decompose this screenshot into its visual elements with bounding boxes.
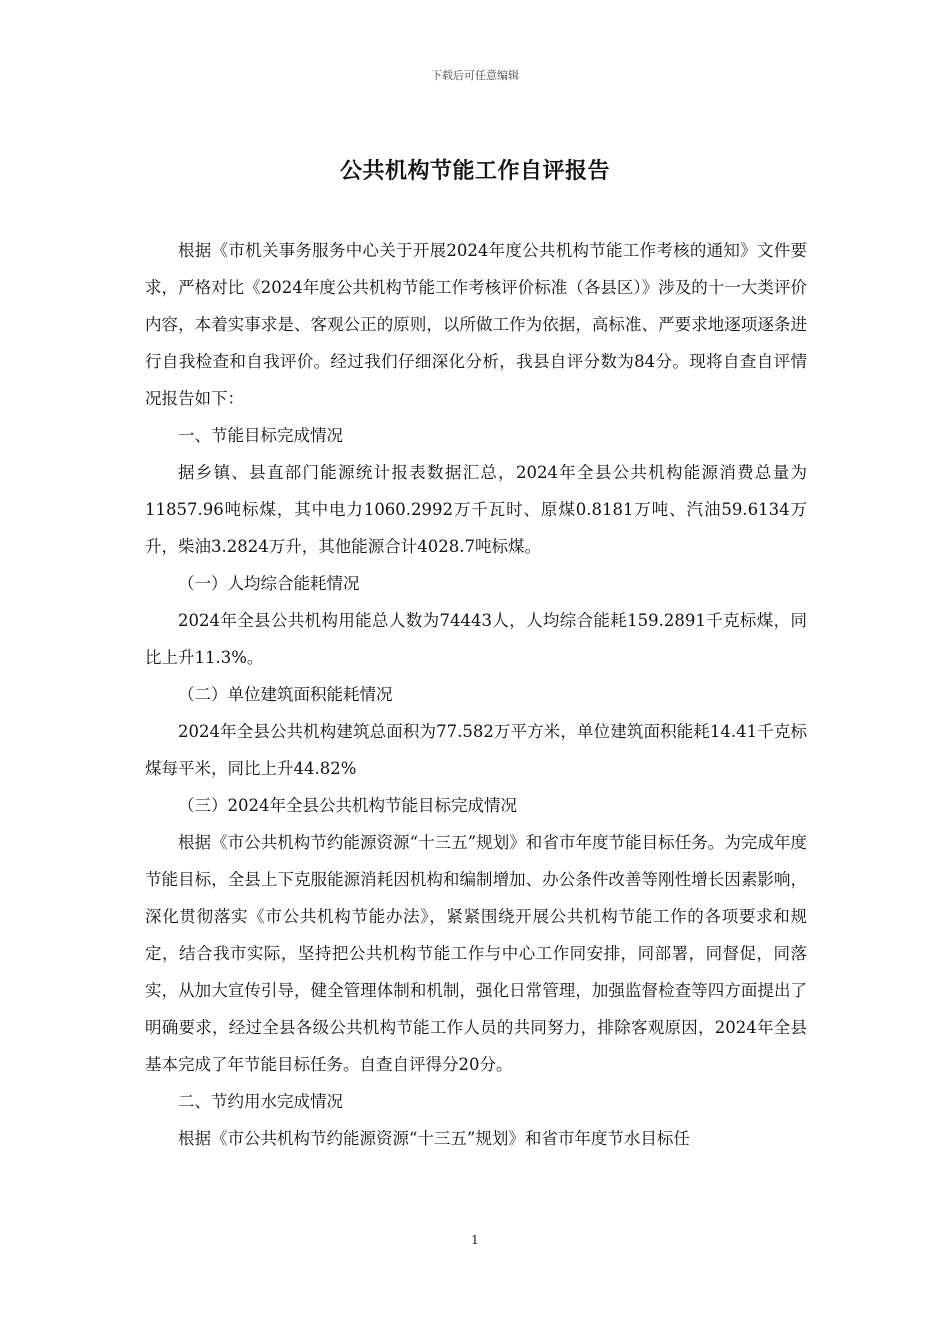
page-header-note: 下载后可任意编辑 [431, 69, 519, 82]
section-heading-2: 二、节约用水完成情况 [178, 1092, 343, 1111]
subsection-heading-1: （一）人均综合能耗情况 [178, 574, 360, 593]
paragraph-energy-total: 据乡镇、县直部门能源统计报表数据汇总，2024年全县公共机构能源消费总量为11857.96吨标煤，其中电力1060.2992万千瓦时、原煤0.8181万吨、汽油59.6134万升，柴油3.2824万升，其他能源合计4028.7吨标煤。 [145, 463, 807, 556]
paragraph-intro: 根据《市机关事务服务中心关于开展2024年度公共机构节能工作考核的通知》文件要求，严格对比《2024年度公共机构节能工作考核评价标准（各县区）》涉及的十一大类评价内容，本着实事求是、客观公正的原则，以所做工作为依据，高标准、严要求地逐项逐条进行自我检查和自我评价。经过我们仔细深化分析，我县自评分数为84分。现将自查自评情况报告如下： [145, 241, 807, 408]
paragraph-per-capita: 2024年全县公共机构用能总人数为74443人，人均综合能耗159.2891千克标煤，同比上升11.3%。 [145, 611, 807, 667]
page-number: 1 [471, 1233, 479, 1247]
paragraph-water-saving: 根据《市公共机构节约能源资源“十三五”规划》和省市年度节水目标任 [178, 1129, 690, 1148]
subsection-heading-3: （三）2024年全县公共机构节能目标完成情况 [178, 796, 517, 815]
document-title: 公共机构节能工作自评报告 [339, 159, 610, 184]
section-heading-1: 一、节能目标完成情况 [178, 426, 343, 445]
document-body [145, 232, 807, 1157]
paragraph-building-area: 2024年全县公共机构建筑总面积为77.582万平方米，单位建筑面积能耗14.41千克标煤每平米，同比上升44.82% [145, 722, 807, 778]
subsection-heading-2: （二）单位建筑面积能耗情况 [178, 685, 393, 704]
paragraph-target-completion: 根据《市公共机构节约能源资源“十三五”规划》和省市年度节能目标任务。为完成年度节能目标，全县上下克服能源消耗因机构和编制增加、办公条件改善等刚性增长因素影响，深化贯彻落实《市公共机构节能办法》，紧紧围绕开展公共机构节能工作的各项要求和规定，结合我市实际，坚持把公共机构节能工作与中心工作同安排，同部署，同督促，同落实，从加大宣传引导，健全管理体制和机制，强化日常管理，加强监督检查等四方面提出了明确要求，经过全县各级公共机构节能工作人员的共同努力，排除客观原因，2024年全县基本完成了年节能目标任务。自查自评得分20分。 [145, 833, 807, 1074]
